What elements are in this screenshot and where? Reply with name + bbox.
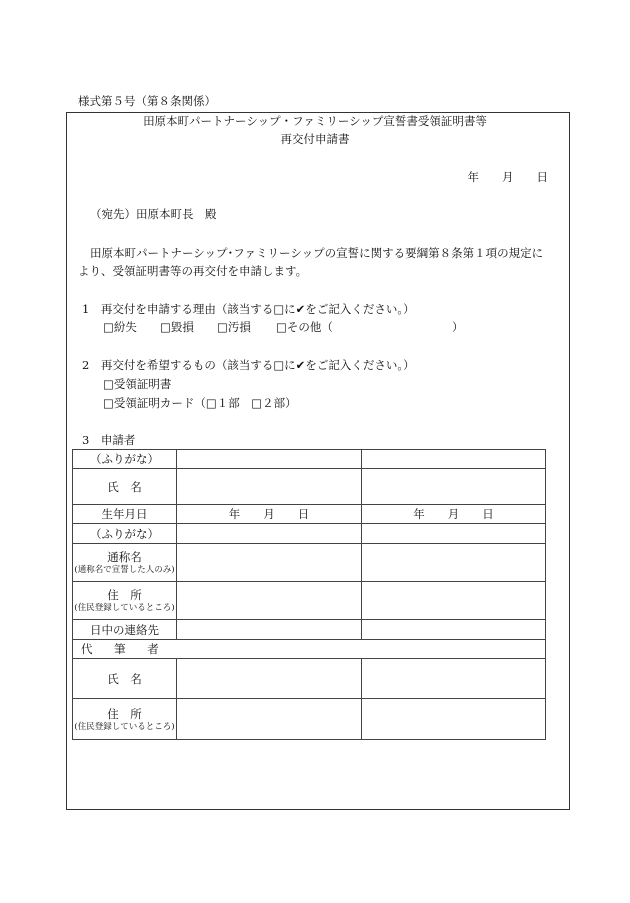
applicant-table: [72, 449, 546, 740]
input-furigana-1[interactable]: [177, 450, 362, 469]
title-line-2: 再交付申請書: [280, 132, 350, 146]
section3-title: 3 申請者: [82, 433, 136, 447]
label-proxy-address: [73, 699, 177, 740]
label-name: 氏 名: [73, 469, 177, 505]
input-birthdate-1[interactable]: 年 月 日: [177, 505, 362, 524]
input-proxy-name-2[interactable]: [362, 659, 546, 699]
proxy-heading: 代 筆 者: [73, 640, 546, 659]
checkbox-certificate[interactable]: □受領証明書: [103, 377, 172, 391]
input-name-2[interactable]: [362, 469, 546, 505]
checkbox-card[interactable]: □受領証明カード（□１部 □２部）: [103, 396, 297, 410]
checkbox-soil[interactable]: □汚損: [217, 320, 251, 334]
address-note: (住民登録しているところ): [74, 603, 175, 613]
checkbox-other[interactable]: □その他（: [276, 320, 333, 334]
addressee: （宛先）田原本町長 殿: [90, 207, 217, 221]
title-line-1: 田原本町パートナーシップ・ファミリーシップ宣誓書受領証明書等: [143, 114, 487, 128]
input-proxy-name-1[interactable]: [177, 659, 362, 699]
input-address-2[interactable]: [362, 582, 546, 620]
label-proxy-name: 氏 名: [73, 659, 177, 699]
input-alias-1[interactable]: [177, 544, 362, 582]
input-contact-2[interactable]: [362, 620, 546, 640]
input-birthdate-2[interactable]: 年 月 日: [362, 505, 546, 524]
address-label: 住 所: [107, 588, 142, 602]
body-text-1: 田原本町パートナーシップ･ファミリーシップの宣誓に関する要綱第８条第１項の規定に: [90, 246, 544, 260]
checkbox-loss[interactable]: □紛失: [103, 320, 137, 334]
alias-label: 通称名: [107, 550, 142, 564]
form-number: 様式第５号（第８条関係）: [78, 94, 216, 108]
section1-title: 1 再交付を申請する理由（該当する□に✔をご記入ください。）: [82, 302, 415, 316]
proxy-address-label: 住 所: [107, 706, 142, 721]
label-furigana: （ふりがな）: [73, 450, 177, 469]
label-alias-furigana: （ふりがな）: [73, 524, 177, 544]
input-name-1[interactable]: [177, 469, 362, 505]
label-birthdate: 生年月日: [73, 505, 177, 524]
input-alias-furigana-2[interactable]: [362, 524, 546, 544]
input-alias-2[interactable]: [362, 544, 546, 582]
input-furigana-2[interactable]: [362, 450, 546, 469]
input-proxy-address-2[interactable]: [362, 699, 546, 740]
body-text-2: より、受領証明書等の再交付を申請します。: [78, 264, 308, 278]
input-address-1[interactable]: [177, 582, 362, 620]
checkbox-damage[interactable]: □毀損: [160, 320, 194, 334]
input-contact-1[interactable]: [177, 620, 362, 640]
label-address: [73, 582, 177, 620]
other-close-paren: ）: [452, 320, 464, 334]
alias-note: (通称名で宣誓した人のみ): [74, 565, 175, 575]
proxy-address-note: (住民登録しているところ): [74, 721, 175, 732]
date-field: 年 月 日: [467, 170, 548, 184]
input-alias-furigana-1[interactable]: [177, 524, 362, 544]
section2-title: 2 再交付を希望するもの（該当する□に✔をご記入ください。）: [82, 358, 415, 372]
label-contact: 日中の連絡先: [73, 620, 177, 640]
label-alias: [73, 544, 177, 582]
input-proxy-address-1[interactable]: [177, 699, 362, 740]
